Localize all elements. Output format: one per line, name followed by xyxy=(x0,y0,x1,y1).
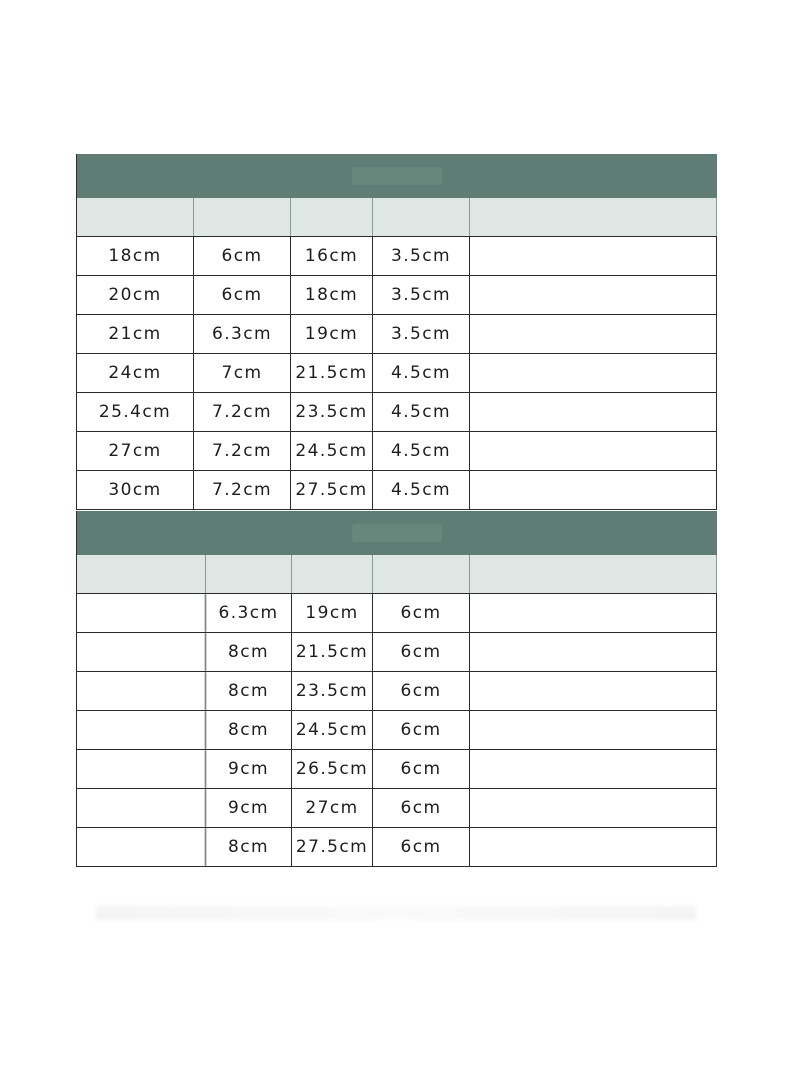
table-cell: 18cm xyxy=(291,276,373,314)
table-1-header-cell xyxy=(77,198,194,236)
table-cell xyxy=(77,711,206,749)
table-row xyxy=(77,711,717,750)
table-note-cell xyxy=(470,711,717,749)
table-cell: 6.3cm xyxy=(194,315,291,353)
table-note-cell xyxy=(470,672,717,710)
table-cell: 3.5cm xyxy=(373,276,470,314)
table-1-header-cell xyxy=(291,198,373,236)
table-row xyxy=(77,393,717,432)
table-2-title xyxy=(352,524,442,542)
table-row xyxy=(77,432,717,471)
table-row xyxy=(77,789,717,828)
table-cell: 27.5cm xyxy=(291,471,373,509)
table-2-header-cell xyxy=(292,555,373,593)
table-row xyxy=(77,633,717,672)
size-table-2 xyxy=(76,511,717,867)
table-cell: 6cm xyxy=(194,276,291,314)
table-cell: 6.3cm xyxy=(206,594,292,632)
table-row xyxy=(77,594,717,633)
table-cell: 8cm xyxy=(206,828,292,866)
table-cell: 6cm xyxy=(373,789,470,827)
table-cell: 21.5cm xyxy=(291,354,373,392)
table-cell: 18cm xyxy=(77,237,194,275)
table-cell: 27.5cm xyxy=(292,828,373,866)
table-cell xyxy=(77,633,206,671)
table-cell: 8cm xyxy=(206,633,292,671)
table-note-cell xyxy=(470,594,717,632)
table-note-cell xyxy=(470,828,717,866)
table-1-header-cell xyxy=(194,198,291,236)
table-cell: 27cm xyxy=(292,789,373,827)
footer-note xyxy=(96,906,696,920)
table-1-header-cell xyxy=(373,198,470,236)
table-2-header-cell xyxy=(470,555,717,593)
table-cell: 8cm xyxy=(206,672,292,710)
table-cell: 6cm xyxy=(194,237,291,275)
table-2-header-cell xyxy=(77,555,206,593)
table-note-cell xyxy=(470,750,717,788)
table-cell: 21.5cm xyxy=(292,633,373,671)
table-note-cell xyxy=(470,237,717,275)
table-row xyxy=(77,276,717,315)
table-cell: 19cm xyxy=(292,594,373,632)
table-note-cell xyxy=(470,633,717,671)
table-cell: 19cm xyxy=(291,315,373,353)
table-cell: 3.5cm xyxy=(373,237,470,275)
table-2-header-cell xyxy=(206,555,292,593)
table-row xyxy=(77,315,717,354)
table-1-header-cell xyxy=(470,198,717,236)
table-row xyxy=(77,354,717,393)
table-cell: 7.2cm xyxy=(194,432,291,470)
table-cell: 21cm xyxy=(77,315,194,353)
table-cell: 4.5cm xyxy=(373,393,470,431)
table-note-cell xyxy=(470,471,717,509)
table-note-cell xyxy=(470,276,717,314)
table-2-header-row xyxy=(77,555,717,594)
table-cell: 6cm xyxy=(373,594,470,632)
table-row xyxy=(77,828,717,867)
table-cell xyxy=(77,672,206,710)
table-cell: 25.4cm xyxy=(77,393,194,431)
table-cell: 20cm xyxy=(77,276,194,314)
table-row xyxy=(77,471,717,510)
table-cell: 7.2cm xyxy=(194,471,291,509)
table-cell: 6cm xyxy=(373,711,470,749)
table-note-cell xyxy=(470,789,717,827)
table-cell: 24.5cm xyxy=(291,432,373,470)
table-cell: 30cm xyxy=(77,471,194,509)
table-cell: 4.5cm xyxy=(373,432,470,470)
table-cell: 16cm xyxy=(291,237,373,275)
table-cell: 23.5cm xyxy=(291,393,373,431)
table-2-header-cell xyxy=(373,555,470,593)
table-note-cell xyxy=(470,393,717,431)
table-cell: 3.5cm xyxy=(373,315,470,353)
table-cell xyxy=(77,594,206,632)
table-cell xyxy=(77,828,206,866)
table-cell: 9cm xyxy=(206,789,292,827)
table-cell: 6cm xyxy=(373,828,470,866)
table-1-title-bar xyxy=(77,154,717,198)
table-2-body xyxy=(77,594,717,867)
table-note-cell xyxy=(470,432,717,470)
table-cell: 24cm xyxy=(77,354,194,392)
table-cell: 26.5cm xyxy=(292,750,373,788)
table-cell: 27cm xyxy=(77,432,194,470)
table-cell xyxy=(77,750,206,788)
table-cell xyxy=(77,789,206,827)
table-row xyxy=(77,237,717,276)
table-cell: 7cm xyxy=(194,354,291,392)
size-table-1 xyxy=(76,154,717,510)
table-row xyxy=(77,672,717,711)
table-note-cell xyxy=(470,315,717,353)
table-cell: 8cm xyxy=(206,711,292,749)
table-1-header-row xyxy=(77,198,717,237)
table-cell: 24.5cm xyxy=(292,711,373,749)
table-note-cell xyxy=(470,354,717,392)
table-cell: 6cm xyxy=(373,672,470,710)
table-1-title xyxy=(352,167,442,185)
table-1-body xyxy=(77,237,717,510)
table-cell: 6cm xyxy=(373,750,470,788)
table-cell: 4.5cm xyxy=(373,354,470,392)
table-cell: 6cm xyxy=(373,633,470,671)
table-2-title-bar xyxy=(77,511,717,555)
table-cell: 7.2cm xyxy=(194,393,291,431)
table-cell: 9cm xyxy=(206,750,292,788)
table-row xyxy=(77,750,717,789)
table-cell: 4.5cm xyxy=(373,471,470,509)
table-cell: 23.5cm xyxy=(292,672,373,710)
